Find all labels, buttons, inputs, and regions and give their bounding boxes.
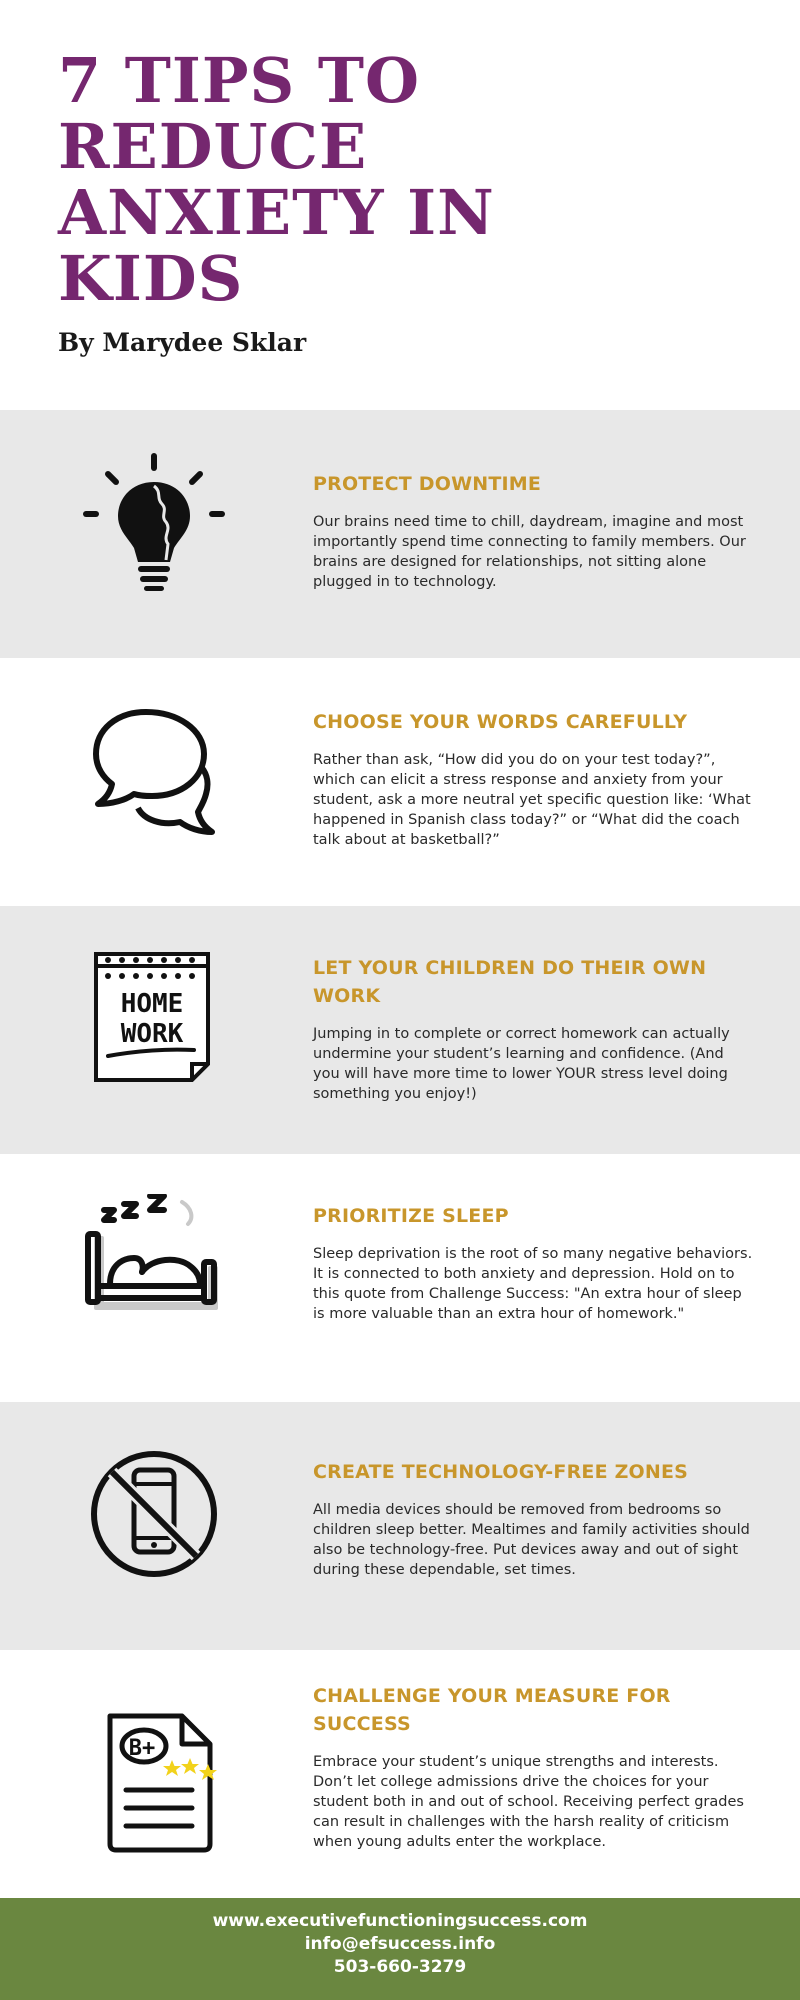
lightbulb-brain-icon [82,450,226,594]
no-phone-icon [82,1442,226,1586]
tip-text [313,470,753,592]
sleeping-bed-icon [82,1194,226,1338]
phone-number: 503-660-3279 [333,1957,467,1977]
tip-heading: CHALLENGE YOUR MEASURE FOR SUCCESS [313,1685,671,1735]
tip-body: Embrace your student’s unique strengths and interests. Don’t let college admissions drive the choices for your student both in and out of school. Receiving perfect grades can result in challenges with the harsh reality of criticism when young adults enter the workplace. [313,1754,744,1850]
tip-body: Sleep deprivation is the root of so many negative behaviors. It is connected to both anxiety and depression. Hold on to this quote from Challenge Success: "An extra hour of sleep is more valuable than an extra hour of homework." [313,1246,753,1322]
tip-heading: PRIORITIZE SLEEP [313,1205,509,1227]
author-byline: By Marydee Sklar [58,328,307,357]
header [0,0,800,410]
tip-heading: PROTECT DOWNTIME [313,473,542,495]
graded-paper-icon [82,1710,226,1854]
tip-text [313,1458,753,1580]
tip-own-work [0,906,800,1154]
grade-text: B+ [128,1736,156,1761]
tip-choose-words [0,658,800,906]
tip-text [313,1202,753,1324]
homework-notepad-icon [82,946,226,1090]
tip-body: All media devices should be removed from bedrooms so children sleep better. Mealtimes and family activities should also be technology-free. Put devices away and out of sight during these dependable, set times. [313,1502,750,1578]
tip-heading: CREATE TECHNOLOGY-FREE ZONES [313,1461,689,1483]
icon-text-work: WORK [120,1019,184,1049]
tip-heading: CHOOSE YOUR WORDS CAREFULLY [313,711,688,733]
tip-text [313,708,753,850]
speech-bubbles-icon [82,698,226,842]
website-link[interactable]: www.executivefunctioningsuccess.com [212,1911,588,1931]
tip-text [313,954,753,1104]
email-link[interactable]: info@efsuccess.info [304,1934,496,1954]
tip-text [313,1682,753,1852]
tip-body: Our brains need time to chill, daydream, imagine and most importantly spend time connecting to family members. Our brains are designed for relationships, not sitting alone plugged in to technology. [313,514,746,590]
tip-measure-for-success [0,1650,800,1898]
page-title: 7 TIPS TO REDUCE ANXIETY IN KIDS [58,44,495,315]
tip-protect-downtime [0,410,800,658]
tip-body: Rather than ask, “How did you do on your test today?”, which can elicit a stress response and anxiety from your student, ask a more neutral yet specific question like: ‘What happened in Spanish class today?” or “What did the coach talk about at basketball?” [313,752,751,848]
tip-heading: LET YOUR CHILDREN DO THEIR OWN WORK [313,957,707,1007]
tip-technology-free-zones [0,1402,800,1650]
footer-contact [0,1898,800,2000]
tip-body: Jumping in to complete or correct homework can actually undermine your student’s learning and confidence. (And you will have more time to lower YOUR stress level doing something you enjoy!) [313,1026,730,1102]
tip-prioritize-sleep [0,1154,800,1402]
icon-text-home: HOME [120,989,184,1019]
